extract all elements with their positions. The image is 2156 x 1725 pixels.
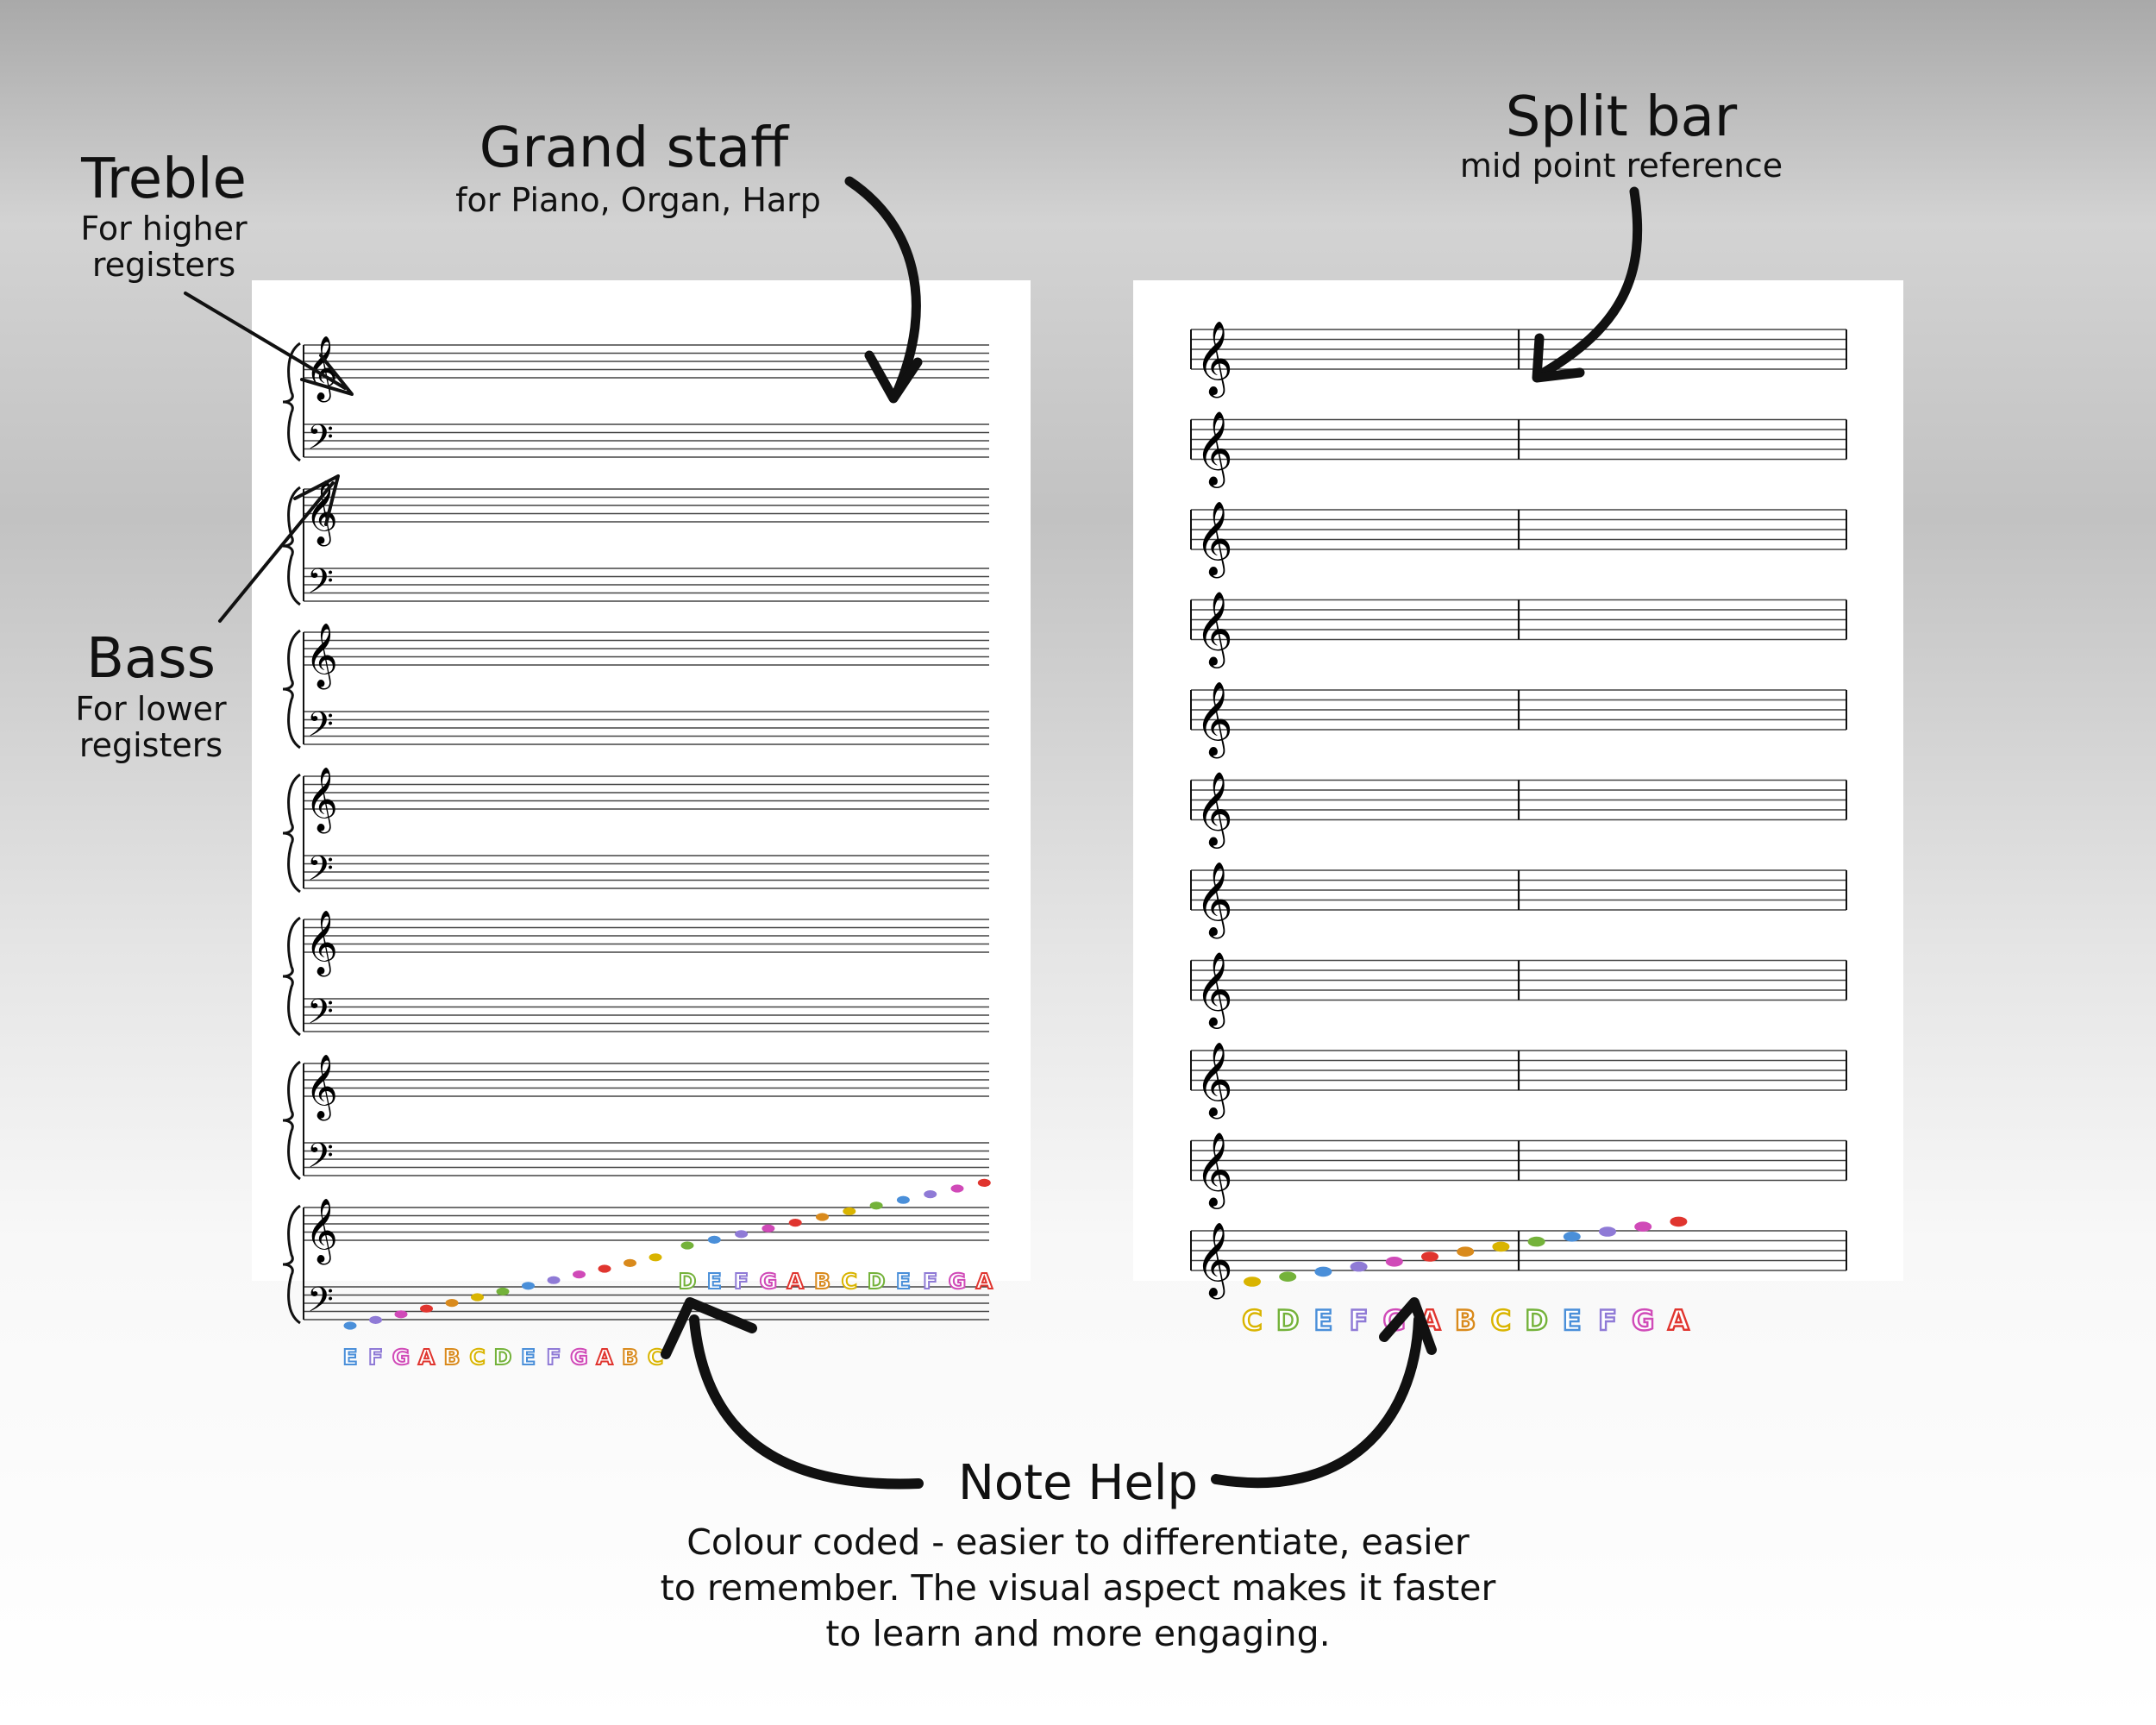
treble-staff xyxy=(304,489,989,522)
treble-staff xyxy=(304,345,989,378)
note-letter: A xyxy=(1668,1304,1689,1337)
note-letter: E xyxy=(895,1269,911,1294)
bass-clef-icon: 𝄢 xyxy=(307,705,334,753)
bass-clef-icon: 𝄢 xyxy=(307,992,334,1040)
treble-clef-icon: 𝄞 xyxy=(1195,1042,1233,1116)
note-head xyxy=(1670,1217,1687,1227)
note-letter: D xyxy=(867,1269,886,1294)
grand-staff-system xyxy=(283,911,989,1040)
note-head xyxy=(870,1201,883,1209)
bass-staff xyxy=(304,999,989,1032)
note-head xyxy=(369,1316,382,1324)
brace-icon xyxy=(283,918,300,1035)
bass-clef-icon: 𝄢 xyxy=(307,561,334,610)
bass-subtitle-line-1: For lower xyxy=(75,690,227,728)
note-head xyxy=(599,1264,611,1272)
note-letter: F xyxy=(1349,1304,1369,1337)
treble-clef-icon: 𝄞 xyxy=(1195,951,1233,1026)
note-head xyxy=(344,1321,357,1329)
split-bar-system xyxy=(1191,501,1846,579)
note-letter: G xyxy=(1632,1304,1655,1337)
split-bar-system xyxy=(1191,862,1846,939)
note-letter: E xyxy=(706,1269,722,1294)
note-help-title: Note Help xyxy=(957,1455,1199,1511)
note-head xyxy=(735,1230,748,1238)
treble-staff xyxy=(304,776,989,809)
split-bar-system xyxy=(1191,952,1846,1030)
note-help-description-line-1: Colour coded - easier to differentiate, easier xyxy=(686,1521,1470,1563)
note-head xyxy=(1528,1237,1545,1247)
note-letter: A xyxy=(975,1269,993,1294)
treble-staff xyxy=(304,1208,989,1240)
note-head xyxy=(471,1293,484,1301)
treble-clef-icon: 𝄞 xyxy=(305,1055,338,1119)
grand-staff-system xyxy=(283,1055,989,1184)
split-bar-system xyxy=(1191,1132,1846,1210)
note-head xyxy=(816,1213,829,1220)
note-head xyxy=(573,1270,586,1278)
note-letter: C xyxy=(841,1269,857,1294)
note-help-left-arrow xyxy=(666,1302,918,1484)
treble-clef-icon: 𝄞 xyxy=(1195,411,1233,486)
brace-icon xyxy=(283,630,300,748)
brace-icon xyxy=(283,775,300,892)
treble-clef-icon: 𝄞 xyxy=(1195,501,1233,575)
grand-staff-system xyxy=(283,336,989,466)
split-bar-subtitle: mid point reference xyxy=(1459,147,1783,185)
bass-clef-icon: 𝄢 xyxy=(307,849,334,897)
note-letter: B xyxy=(621,1345,639,1370)
note-head xyxy=(708,1236,721,1244)
note-head xyxy=(1599,1226,1616,1237)
bass-staff xyxy=(304,424,989,457)
split-bar-system xyxy=(1191,321,1846,398)
note-letter: A xyxy=(1419,1304,1441,1337)
note-head xyxy=(897,1196,910,1204)
treble-clef-icon: 𝄞 xyxy=(1195,321,1233,395)
treble-clef-icon: 𝄞 xyxy=(1195,771,1233,846)
note-head xyxy=(446,1299,459,1307)
note-letter: A xyxy=(787,1269,804,1294)
brace-icon xyxy=(283,1206,300,1323)
note-head xyxy=(649,1253,662,1261)
note-letter: A xyxy=(596,1345,613,1370)
treble-clef-icon: 𝄞 xyxy=(305,911,338,975)
split-bar-system xyxy=(1191,1222,1846,1300)
note-letter: G xyxy=(570,1345,588,1370)
note-letter: B xyxy=(813,1269,831,1294)
grand-staff-system xyxy=(283,480,989,610)
note-letter: B xyxy=(443,1345,461,1370)
bass-staff xyxy=(304,712,989,744)
note-letter: G xyxy=(948,1269,967,1294)
note-head xyxy=(1634,1221,1651,1232)
bass-clef-icon: 𝄢 xyxy=(307,417,334,466)
bass-staff xyxy=(304,568,989,601)
note-letter: D xyxy=(493,1345,512,1370)
note-letter: F xyxy=(546,1345,561,1370)
note-head xyxy=(522,1282,535,1289)
note-head xyxy=(1386,1257,1403,1267)
split-bar-system xyxy=(1191,1042,1846,1120)
note-letter: F xyxy=(923,1269,938,1294)
brace-icon xyxy=(283,487,300,605)
note-letter: E xyxy=(1562,1304,1582,1337)
split-bar-title: Split bar xyxy=(1505,85,1738,149)
bass-clef-icon: 𝄢 xyxy=(307,1280,334,1328)
note-head xyxy=(681,1241,694,1249)
note-head xyxy=(978,1179,991,1187)
treble-title: Treble xyxy=(81,147,247,211)
treble-staff xyxy=(304,1063,989,1096)
note-head xyxy=(1314,1267,1332,1277)
note-letter: C xyxy=(1490,1304,1512,1337)
note-head xyxy=(951,1184,964,1192)
treble-clef-icon: 𝄞 xyxy=(305,768,338,831)
note-help-description-line-2: to remember. The visual aspect makes it faster xyxy=(660,1567,1496,1609)
treble-clef-icon: 𝄞 xyxy=(1195,681,1233,756)
treble-clef-icon: 𝄞 xyxy=(305,480,338,544)
bass-title: Bass xyxy=(86,627,216,691)
treble-subtitle-line-2: registers xyxy=(91,246,236,284)
note-letter: G xyxy=(392,1345,411,1370)
note-letter: E xyxy=(520,1345,536,1370)
note-head xyxy=(1564,1232,1581,1242)
note-letter: G xyxy=(759,1269,778,1294)
note-letter: C xyxy=(647,1345,664,1370)
note-letter: D xyxy=(1525,1304,1548,1337)
treble-clef-icon: 𝄞 xyxy=(1195,1222,1233,1296)
note-head xyxy=(420,1305,433,1313)
treble-clef-icon: 𝄞 xyxy=(1195,862,1233,936)
treble-clef-icon: 𝄞 xyxy=(1195,1132,1233,1207)
note-head xyxy=(548,1276,561,1284)
note-head xyxy=(624,1259,636,1267)
note-letter: D xyxy=(1275,1304,1300,1337)
note-head xyxy=(843,1208,856,1215)
brace-icon xyxy=(283,1062,300,1179)
note-letter: C xyxy=(469,1345,486,1370)
split-bar-system xyxy=(1191,772,1846,850)
note-letter: E xyxy=(1313,1304,1333,1337)
grand-staff-system xyxy=(283,768,989,897)
note-letter: D xyxy=(678,1269,697,1294)
bass-subtitle-line-2: registers xyxy=(78,726,223,764)
bass-staff xyxy=(304,1143,989,1176)
note-letter: G xyxy=(1382,1304,1406,1337)
note-letter: F xyxy=(1598,1304,1617,1337)
grand-staff-subtitle: for Piano, Organ, Harp xyxy=(455,181,821,219)
note-head xyxy=(1421,1251,1438,1262)
note-letter: B xyxy=(1455,1304,1476,1337)
note-head xyxy=(1244,1276,1261,1287)
note-letter: E xyxy=(342,1345,358,1370)
treble-clef-icon: 𝄞 xyxy=(1195,591,1233,666)
grand-staff-title: Grand staff xyxy=(479,116,789,180)
note-head xyxy=(924,1190,937,1198)
note-help-description-line-3: to learn and more engaging. xyxy=(825,1613,1331,1654)
split-bar-system xyxy=(1191,592,1846,669)
bass-staff xyxy=(304,856,989,888)
note-head xyxy=(1279,1271,1296,1282)
note-head xyxy=(497,1288,510,1295)
treble-subtitle-line-1: For higher xyxy=(80,210,248,248)
grand-staff-system xyxy=(283,624,989,753)
split-bar-system xyxy=(1191,681,1846,759)
note-letter: F xyxy=(367,1345,384,1370)
note-letter: A xyxy=(417,1345,436,1370)
treble-clef-icon: 𝄞 xyxy=(305,624,338,687)
note-head xyxy=(395,1310,408,1318)
note-letter: C xyxy=(1242,1304,1263,1337)
note-head xyxy=(1351,1262,1368,1272)
note-head xyxy=(1492,1242,1509,1252)
note-head xyxy=(1457,1246,1474,1257)
split-bar-system xyxy=(1191,411,1846,489)
note-head xyxy=(789,1219,802,1226)
note-head xyxy=(761,1225,774,1233)
treble-staff xyxy=(304,632,989,665)
bass-clef-icon: 𝄢 xyxy=(307,1136,334,1184)
note-letter: F xyxy=(734,1269,749,1294)
treble-clef-icon: 𝄞 xyxy=(305,336,338,400)
treble-clef-icon: 𝄞 xyxy=(305,1199,338,1263)
treble-staff xyxy=(304,919,989,952)
